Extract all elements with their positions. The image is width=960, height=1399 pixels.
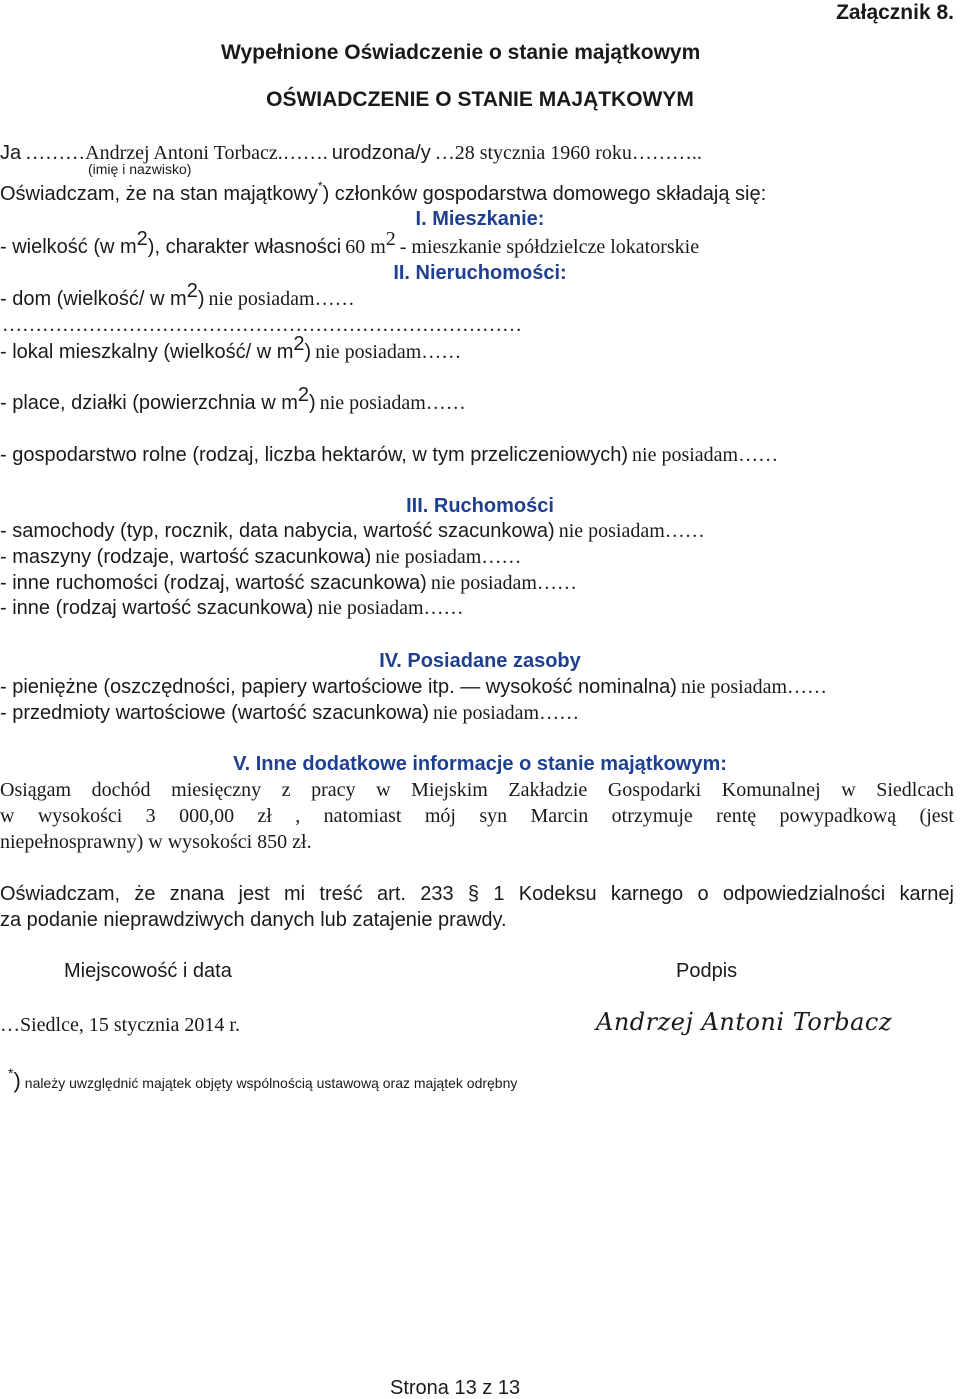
footnote-text: należy uwzględnić majątek objęty wspólnością ustawową oraz majątek odrębny	[24, 1075, 518, 1091]
annex-label: Załącznik 8.	[836, 1, 954, 24]
page-number: Strona 13 z 13	[390, 1377, 521, 1399]
movables-item: - inne (rodzaj wartość szacunkowa) nie posiadam……	[0, 597, 464, 619]
statement-line: za podanie nieprawdziwych danych lub zatajenie prawdy.	[0, 909, 507, 931]
born-label: urodzona/y	[331, 142, 431, 164]
section-5-heading: V. Inne dodatkowe informacje o stanie majątkowym:	[233, 753, 727, 775]
header-title: Wypełnione Oświadczenie o stanie majątkowym	[221, 41, 701, 64]
apartment-line: - wielkość (w $m^2$), charakter własności 60 $m^2$ - mieszkanie spółdzielcze lokatorskie	[0, 227, 700, 258]
born-value: …28 stycznia 1960 roku………..	[434, 142, 702, 164]
declaration-intro: Oświadczam, że na stan majątkowy*) członków gospodarstwa domowego składają się:	[0, 179, 767, 205]
section-1-heading: I. Mieszkanie:	[415, 208, 545, 230]
main-title: OŚWIADCZENIE O STANIE MAJĄTKOWYM	[266, 88, 694, 111]
info-line: Osiągam dochód miesięczny z pracy w Miejskim Zakładzie Gospodarki Komunalnej w Siedlcach	[0, 779, 954, 801]
movables-item: - maszyny (rodzaje, wartość szacunkowa) nie posiadam……	[0, 546, 522, 568]
flat-line: - lokal mieszkalny (wielkość/ w $m^2$) nie posiadam……	[0, 332, 462, 363]
plots-line: - place, działki (powierzchnia w $m^2$) nie posiadam……	[0, 383, 466, 414]
movables-item: - samochody (typ, rocznik, data nabycia, wartość szacunkowa) nie posiadam……	[0, 520, 705, 542]
name-value: ………Andrzej Antoni Torbacz.…….	[25, 142, 328, 164]
section-4-heading: IV. Posiadane zasoby	[379, 650, 581, 672]
flat-value: nie posiadam……	[315, 341, 462, 363]
section-2-heading: II. Nieruchomości:	[393, 262, 567, 284]
identity-line	[0, 143, 702, 163]
statement-line: Oświadczam, że znana jest mi treść art. 233 § 1 Kodeksu karnego o odpowiedzialności karnej	[0, 883, 954, 905]
movables-item: - inne ruchomości (rodzaj, wartość szacunkowa) nie posiadam……	[0, 572, 577, 594]
name-hint: (imię i nazwisko)	[88, 161, 192, 177]
signature-label: Podpis	[676, 960, 738, 982]
dotted-line: ……………………………………………………………………	[2, 314, 522, 336]
handwritten-signature: Andrzej Antoni Torbacz	[596, 1008, 893, 1036]
house-line: - dom (wielkość/ w $m^2$) nie posiadam……	[0, 279, 355, 310]
house-value: nie posiadam……	[208, 288, 355, 310]
assets-item: - przedmioty wartościowe (wartość szacunkowa) nie posiadam……	[0, 702, 580, 724]
assets-item: - pieniężne (oszczędności, papiery wartościowe itp. — wysokość nominalna) nie posiadam……	[0, 676, 828, 698]
ja-label: Ja	[0, 142, 22, 164]
farm-line: - gospodarstwo rolne (rodzaj, liczba hektarów, w tym przeliczeniowych) nie posiadam……	[0, 444, 779, 466]
footnote: *) należy uwzględnić majątek objęty wspólnością ustawową oraz majątek odrębny	[8, 1064, 518, 1093]
farm-value: nie posiadam……	[632, 444, 779, 466]
place-date-value: …Siedlce, 15 stycznia 2014 r.	[0, 1014, 240, 1036]
info-line: w wysokości 3 000,00 zł , natomiast mój syn Marcin otrzymuje rentę powypadkową (jest	[0, 805, 954, 827]
section-3-heading: III. Ruchomości	[406, 495, 554, 517]
plots-value: nie posiadam……	[319, 392, 466, 414]
apartment-value: - mieszkanie spółdzielcze lokatorskie	[399, 236, 700, 258]
info-line: niepełnosprawny) w wysokości 850 zł.	[0, 831, 312, 853]
place-date-label: Miejscowość i data	[64, 960, 232, 982]
